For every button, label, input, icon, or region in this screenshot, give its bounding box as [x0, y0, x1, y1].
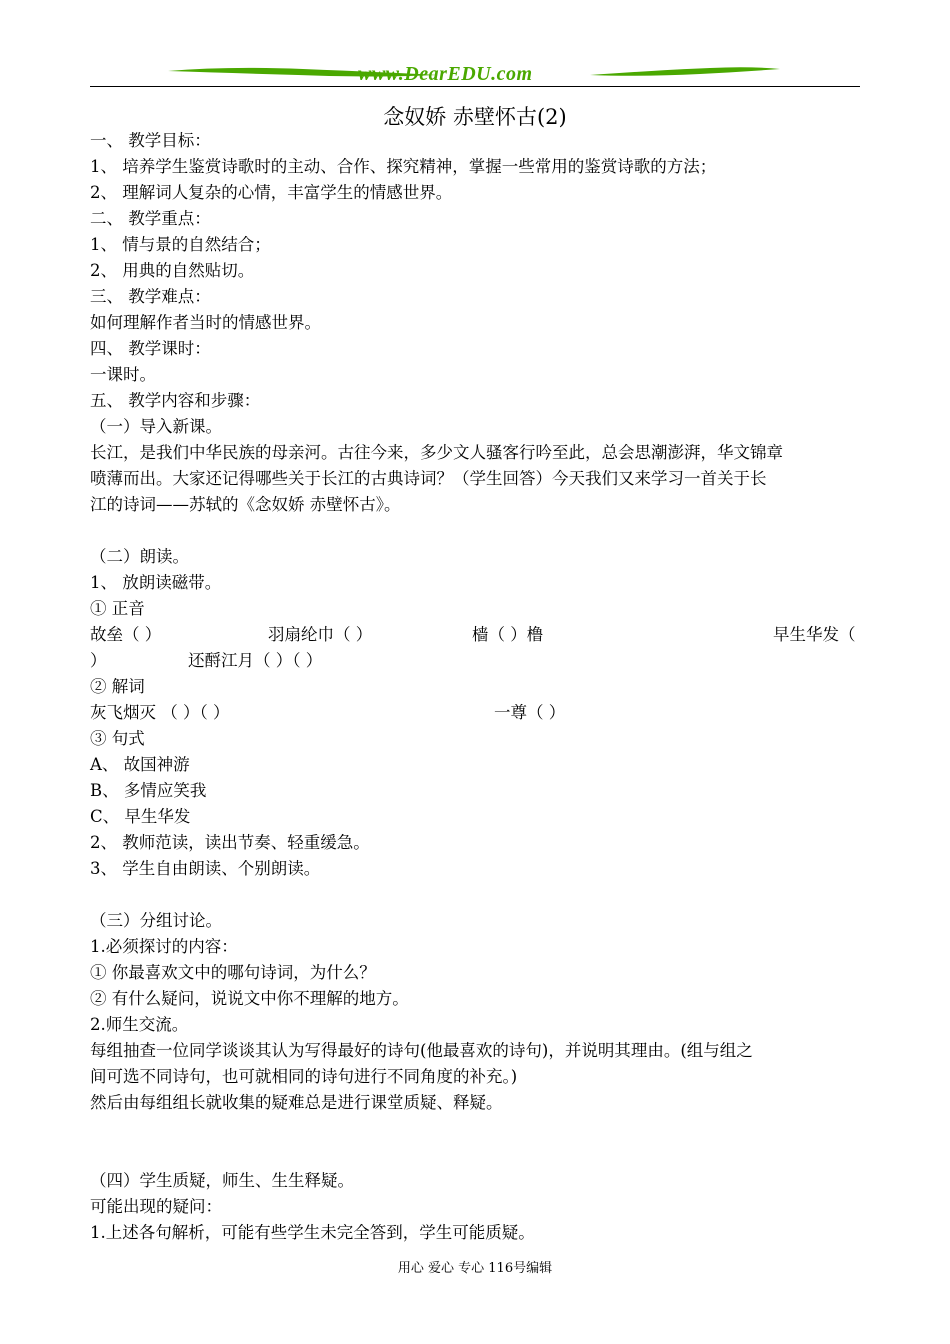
subsection-heading: （四）学生质疑，师生、生生释疑。 — [90, 1171, 354, 1190]
text-line: 1、 放朗读磁带。 — [90, 573, 222, 592]
page-footer: 用心 爱心 专心 116号编辑 — [397, 1261, 553, 1276]
text-line: 1、 情与景的自然结合； — [90, 235, 271, 254]
pronunciation-item: ） — [90, 651, 107, 670]
pronunciation-item: 樯（ ）橹 — [472, 625, 544, 644]
text-line: 一课时。 — [90, 365, 156, 384]
pronunciation-item: 羽扇纶巾（ ） — [268, 625, 373, 644]
text-line: 1.上述各句解析，可能有些学生未完全答到，学生可能质疑。 — [90, 1223, 535, 1242]
text-line: 2、 理解词人复杂的心情，丰富学生的情感世界。 — [90, 183, 453, 202]
text-line: 如何理解作者当时的情感世界。 — [90, 313, 321, 332]
paragraph-line: 然后由每组组长就收集的疑难总是进行课堂质疑、释疑。 — [90, 1093, 503, 1112]
subsection-heading: （三）分组讨论。 — [90, 911, 222, 930]
section-heading: 一、 教学目标： — [90, 131, 211, 150]
text-line: 1.必须探讨的内容： — [90, 937, 238, 956]
paragraph-line: 间可选不同诗句，也可就相同的诗句进行不同角度的补充。) — [90, 1067, 518, 1086]
vocabulary-item: 一尊（ ） — [494, 703, 566, 722]
pronunciation-item: 还酹江月（ ）（ ） — [188, 651, 323, 670]
site-logo: www.DearEDU.com — [358, 63, 533, 85]
pronunciation-item: 故垒（ ） — [90, 625, 162, 644]
text-line: 2.师生交流。 — [90, 1015, 189, 1034]
text-line: 2、 教师范读，读出节奏、轻重缓急。 — [90, 833, 370, 852]
paragraph-line: 喷薄而出。大家还记得哪些关于长江的古典诗词？（学生回答）今天我们又来学习一首关于长 — [90, 469, 767, 488]
vocabulary-item: 灰飞烟灭 （ ）（ ） — [90, 703, 230, 722]
subsection-heading: （二）朗读。 — [90, 547, 189, 566]
text-line: 3、 学生自由朗读、个别朗读。 — [90, 859, 321, 878]
text-line: ② 解词 — [90, 677, 145, 696]
text-line: ③ 句式 — [90, 729, 145, 748]
document-title: 念奴娇 赤壁怀古(2) — [383, 105, 567, 129]
right-swoosh-decoration — [590, 66, 780, 78]
text-line: C、 早生华发 — [90, 807, 191, 826]
text-line: A、 故国神游 — [90, 755, 190, 774]
text-line: B、 多情应笑我 — [90, 781, 207, 800]
text-line: ① 你最喜欢文中的哪句诗词，为什么？ — [90, 963, 376, 982]
paragraph-line: 长江，是我们中华民族的母亲河。古往今来，多少文人骚客行吟至此，总会思潮澎湃，华文锦章 — [90, 443, 783, 462]
text-line: 2、 用典的自然贴切。 — [90, 261, 255, 280]
text-line: 可能出现的疑问： — [90, 1197, 222, 1216]
section-heading: 三、 教学难点： — [90, 287, 211, 306]
subsection-heading: （一）导入新课。 — [90, 417, 222, 436]
text-line: 1、 培养学生鉴赏诗歌时的主动、合作、探究精神，掌握一些常用的鉴赏诗歌的方法； — [90, 157, 717, 176]
page-header — [90, 60, 860, 90]
paragraph-line: 江的诗词——苏轼的《念奴娇 赤壁怀古》。 — [90, 495, 401, 514]
section-heading: 四、 教学课时： — [90, 339, 211, 358]
pronunciation-item: 早生华发（ — [773, 625, 856, 644]
section-heading: 五、 教学内容和步骤： — [90, 391, 261, 410]
header-rule — [90, 86, 860, 87]
paragraph-line: 每组抽查一位同学谈谈其认为写得最好的诗句(他最喜欢的诗句)，并说明其理由。(组与组之 — [90, 1041, 753, 1060]
section-heading: 二、 教学重点： — [90, 209, 211, 228]
text-line: ② 有什么疑问，说说文中你不理解的地方。 — [90, 989, 409, 1008]
text-line: ① 正音 — [90, 599, 145, 618]
